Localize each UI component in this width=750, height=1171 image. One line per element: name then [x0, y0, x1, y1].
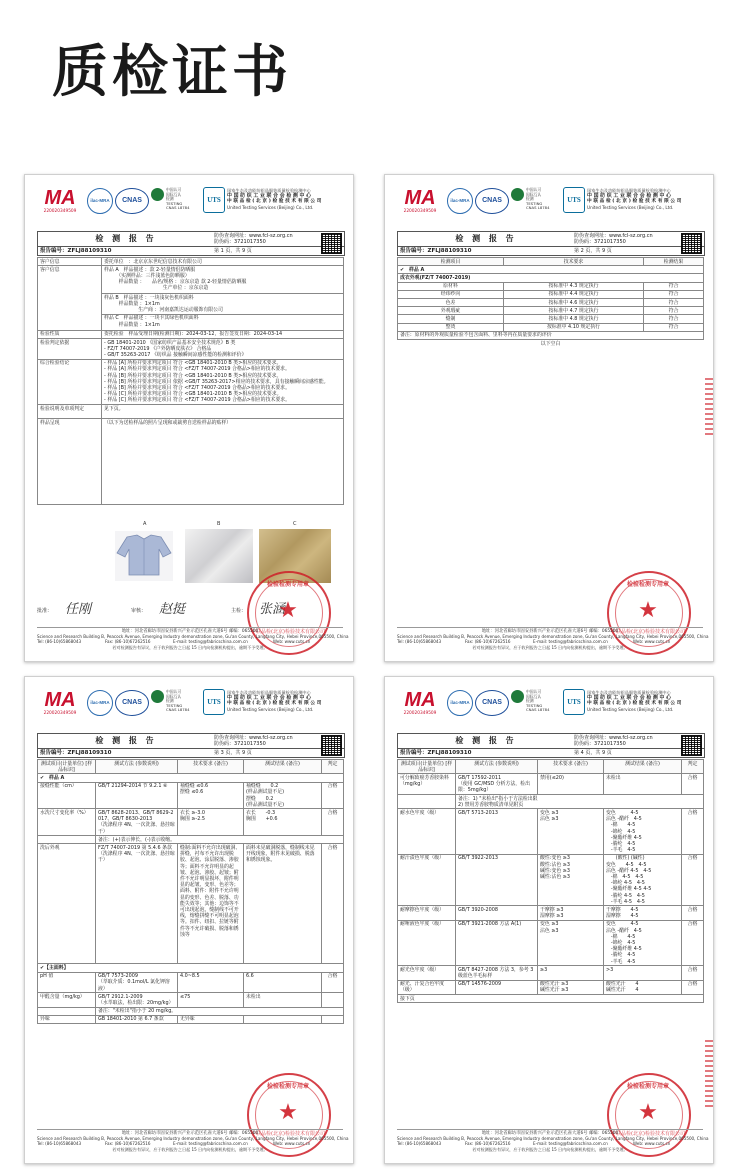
table-row: 检验性质 委托检验 样品受理日期(检测日期)：2024-03-12，报告签发日期：2024-03-14	[38, 330, 344, 338]
table-row: 耐唾液色牢度（级） GB/T 3921-2008 方法 A(1) 变色 ≥3 沾色 ≥3 变色 4-5 沾色 -醋纤 4-5 -棉 4-5 -锦纶 4-5 -聚酯纤维 4-5 -腈纶 4-5 -羊毛 4-5 合格	[398, 920, 704, 965]
report-title: 检 测 报 告	[95, 736, 157, 745]
lab-header: MA 220020349509 ilac-MRA CNAS 中国认可 国际互认 检测 TESTING CNAS L8784 UTS 国家生态及功能纺织品服装质量检验检测中心 中 国 纺 织 工 业 联 合 会 检 测 中 心 中 联 品 检 ( 北 京 ) 检 验 技 术 有 限 公 司 United Testing Services (Beijing) Co., Ltd.	[397, 185, 703, 227]
official-stamp: 检验检测专用章 ★ 中联品检(北京)检验技术有限公司	[607, 571, 691, 655]
sheet-footer: 地址：河北省廊坊市固安县新兴产业示范区孔雀大道6号 邮编：065500 Science and Research Building B, Peacock Avenue, Emerging Industry demonstration zone, Gu'an County, Langfang City, Hebei Province,065500, China Tel: (86-10)65868043 Fax: (86-10)67262516 E-mail: testing@fabricschina.com.cn Web: www.cuts.cn 若对检测报告有异议，应于收到报告之日起 15 日内向检测机构提出，逾期不予受理。	[37, 629, 349, 650]
official-stamp: 检验检测专用章 ★ 中联品检(北京)检验技术有限公司	[607, 1073, 691, 1157]
lab-header: MA 220020349509 ilac-MRA CNAS 中国认可 国际互认 检测 TESTING CNAS L8784 UTS 国家生态及功能纺织品服装质量检验检测中心 中 国 纺 织 工 业 联 合 会 检 测 中 心 中 联 品 检 ( 北 京 ) 检 验 技 术 有 限 公 司 United Testing Services (Beijing) Co., Ltd.	[397, 687, 703, 729]
seam-stamp-edge	[705, 1037, 713, 1107]
table-header: 测试项目(计量单位) [样品标识] 测试方法 (参数说明) 技术要求 (备注) 测试结果 (备注) 判定	[398, 760, 704, 774]
cnas-logo: CNAS	[115, 188, 149, 214]
ilac-mra-logo: ilac-MRA	[447, 188, 473, 214]
approver-signature: 任刚	[65, 602, 92, 617]
lab-header: MA 220020349509 ilac-MRA CNAS 中国认可 国际互认 检测 TESTING CNAS L8784 UTS 国家生态及功能纺织品服装质量检验检测中心 中 国 纺 织 工 业 联 合 会 检 测 中 心 中 联 品 检 ( 北 京 ) 检 验 技 术 有 限 公 司 United Testing Services (Beijing) Co., Ltd.	[37, 185, 343, 227]
table-row: 经纬纱向 按标准中 4.4 规定执行 符合	[398, 290, 704, 298]
report-title: 检 测 报 告	[455, 234, 517, 243]
certificate-sheet-3	[24, 676, 354, 1164]
cma-logo: MA 220020349509	[43, 187, 77, 214]
table-row: 备注：1) "未检出"指小于方法检出限 2) 禁用芳香胺物质清单见附页	[398, 795, 704, 809]
table-row: 耐摩擦色牢度（级） GB/T 3920-2008 干摩擦 ≥3 湿摩擦 ≥3 干摩擦 4-5 湿摩擦 4-5 合格	[398, 906, 704, 920]
reviewer-signature: 赵挺	[159, 602, 186, 617]
sample-photo-label: B	[217, 521, 221, 527]
table-row: pH 值 GB/T 7573-2009 （萃取介质：0.1mol/L 氯化钾溶液） 4.0~8.5 6.6 合格	[38, 972, 344, 993]
uts-logo: UTS	[563, 187, 585, 213]
report-title-block: 检 测 报 告 防伪查询网址：www.fcl-sz.org.cn 防伪码：3721017350 报告编号：ZFLJ88109310 第 1 页，共 9 页	[37, 231, 345, 256]
table-row: 耐水色牢度（级） GB/T 5713-2013 变色 ≥3 沾色 ≥3 变色 4-5 沾色 -醋纤 4-5 -棉 4-5 -锦纶 4-5 -聚酯纤维 4-5 -腈纶 4-5 -羊毛 4-5 合格	[398, 809, 704, 854]
institution-name: 国家生态及功能纺织品服装质量检验检测中心 中 国 纺 织 工 业 联 合 会 检 测 中 心 中 联 品 检 ( 北 京 ) 检 验 技 术 有 限 公 司 United Testing Services (Beijing) Co., Ltd.	[587, 188, 682, 210]
cnas-logo: CNAS	[475, 690, 509, 716]
table-row: 样品呈现 （以下为送检样品的照片呈现和或裁剪自送检样品的贴样）	[38, 419, 344, 505]
table-row: 样品 B 样品描述 ：一块浅灰色机织面料 样品数量 ：1×1m 生产商 ：河南嘉凯达运动服饰有限公司	[38, 294, 344, 315]
table-row: 以下空白	[540, 340, 561, 347]
institution-name: 国家生态及功能纺织品服装质量检验检测中心 中 国 纺 织 工 业 联 合 会 检 测 中 心 中 联 品 检 ( 北 京 ) 检 验 技 术 有 限 公 司 United Testing Services (Beijing) Co., Ltd.	[227, 690, 322, 712]
uts-logo: UTS	[203, 187, 225, 213]
sheet-footer: 地址：河北省廊坊市固安县新兴产业示范区孔雀大道6号 邮编：065500 Science and Research Building B, Peacock Avenue, Emerging Industry demonstration zone, Gu'an County, Langfang City, Hebei Province,065500, China Tel: (86-10)65868043 Fax: (86-10)67262516 E-mail: testing@fabricschina.com.cn Web: www.cuts.cn 若对检测报告有异议，应于收到报告之日起 15 日内向检测机构提出，逾期不予受理。	[397, 1131, 709, 1152]
table-row: 整烫 按标准中 4.10 规定执行 符合	[398, 323, 704, 331]
uts-logo: UTS	[563, 689, 585, 715]
ilac-mra-logo: ilac-MRA	[447, 690, 473, 716]
official-stamp: 检验检测专用章 ★ 中联品检(北京)检验技术有限公司	[247, 1073, 331, 1157]
cma-logo: MA 220020349509	[43, 689, 77, 716]
table-row: 耐光色牢度（级） GB/T 8427-2008 方法 3，参考 3 级蓝色羊毛标样 ≥3 >3 合格	[398, 966, 704, 980]
table-row: 耐汗渍色牢度（级） GB/T 3922-2013 酸性:变色 ≥3 酸性:沾色 ≥3 碱性:变色 ≥3 碱性:沾色 ≥3 (酸性) (碱性) 变色 4-5 4-5 沾色 -醋纤 4-5 4-5 -棉 4-5 4-5 -锦纶 4-5 4-5 -聚酯纤维 4-5 4-5 -腈纶 4-5 4-5 -羊毛 4-5 4-5 合格	[398, 854, 704, 906]
official-stamp: 检验检测专用章 ★ 中联品检(北京)检验技术有限公司	[247, 571, 331, 655]
uts-logo: UTS	[203, 689, 225, 715]
page-indicator: 第 4 页，共 9 页	[574, 750, 612, 756]
table-row: 缝制 按标准中 4.8 规定执行 符合	[398, 315, 704, 323]
sample-photo-label: A	[143, 521, 147, 527]
institution-name: 国家生态及功能纺织品服装质量检验检测中心 中 国 纺 织 工 业 联 合 会 检 测 中 心 中 联 品 检 ( 北 京 ) 检 验 技 术 有 限 公 司 United Testing Services (Beijing) Co., Ltd.	[227, 188, 322, 210]
table-row: 备注：原材料的外观质量检验不包含面料、里料等内在质量要求的评价	[398, 331, 704, 339]
certificate-sheet-4	[384, 676, 714, 1164]
report-number: 报告编号：ZFLJ88109310	[40, 750, 112, 756]
sheet-footer: 地址：河北省廊坊市固安县新兴产业示范区孔雀大道6号 邮编：065500 Science and Research Building B, Peacock Avenue, Emerging Industry demonstration zone, Gu'an County, Langfang City, Hebei Province,065500, China Tel: (86-10)65868043 Fax: (86-10)67262516 E-mail: testing@fabricschina.com.cn Web: www.cuts.cn 若对检测报告有异议，应于收到报告之日起 15 日内向检测机构提出，逾期不予受理。	[397, 629, 709, 650]
tester-signature: 张涵	[259, 602, 286, 617]
sample-photo-label: C	[293, 521, 297, 527]
sample-a-photo	[115, 531, 173, 581]
sheet2-body	[397, 257, 703, 347]
table-row: 成衣外观(FZ/T 74007-2019)	[398, 274, 704, 282]
table-row: 检验判定依据 - GB 18401-2010 《国家纺织产品基本安全技术规范》B 类 - FZ/T 74007-2019 《户外防晒皮肤衣》 合格品 - GB/T 35263-2017 《纺织品 接触瞬间凉感性能的检测和评价》	[38, 339, 344, 360]
page-title: 质检证书	[52, 40, 292, 105]
table-row: 客户信息 样品 A 样品描述 ：款 2-轻量情侣防晒服 （实测样品：三件浅蓝色防晒服） 样品数量 ： 品名/规格 ：京东京造 款 2-轻量情侣防晒服 生产单位 ：京东京造	[38, 266, 344, 294]
table-row: 异味 GB 18401-2010 第 6.7 条款 无异味	[38, 1015, 344, 1023]
table-row: 外观瑕疵 按标准中 4.7 规定执行 符合	[398, 307, 704, 315]
report-title-block: 检 测 报 告 防伪查询网址：www.fcl-sz.org.cn 防伪码：3721017350 报告编号：ZFLJ88109310 第 2 页，共 9 页	[397, 231, 705, 256]
lab-header: MA 220020349509 ilac-MRA CNAS 中国认可 国际互认 检测 TESTING CNAS L8784 UTS 国家生态及功能纺织品服装质量检验检测中心 中 国 纺 织 工 业 联 合 会 检 测 中 心 中 联 品 检 ( 北 京 ) 检 验 技 术 有 限 公 司 United Testing Services (Beijing) Co., Ltd.	[37, 687, 343, 729]
report-title: 检 测 报 告	[455, 736, 517, 745]
table-row: 色差 按标准中 4.6 规定执行 符合	[398, 299, 704, 307]
table-row: 洗后外观 FZ/T 74007-2019 第 5.4.6 条款（洗涤程序 4N、一次洗涤、悬挂晾干） 缝制:面料不允许出现破洞、拼缝，衬布不允许出现脱胶、起泡、涂层脱落、渗胶等；面料不允许明显的起皱、起泡、渗胶、起皱；附件不允许明显损坏，附件明显的起皱、变形、色差等；面料、附件：附件不允许明显的变形、色差、脱落、功能失效等；其他：边饰等不可出现起泡，缝制线不可开线，熔缝拼缝不可明显起泡等。扣件、纽扣、拉链等附件等不允许破损、脱落和锈蚀等 面料未见破洞脱落，缝制线未见开线现象，附件未见破损、脱落和锈蚀现象。 合格	[38, 844, 344, 964]
report-title-block: 检 测 报 告 防伪查询网址：www.fcl-sz.org.cn 防伪码：3721017350 报告编号：ZFLJ88109310 第 4 页，共 9 页	[397, 733, 705, 758]
ilac-mra-logo: ilac-MRA	[87, 188, 113, 214]
table-row: 水洗尺寸变化率（%） GB/T 8628-2013、GB/T 8629-2017、GB/T 8630-2013 （洗涤程序 4N、一次洗涤、悬挂晾干） 衣长 ≥-3.0 胸围 ≥-2.5 衣长 -0.3 胸围 +0.6 合格	[38, 809, 344, 836]
table-row: 耐光、汗复合色牢度（级） GB/T 14576-2009 酸性光汗 ≥3 碱性光汗 ≥3 酸性光汗 4 碱性光汗 4 合格	[398, 980, 704, 994]
certificate-sheet-2	[384, 174, 714, 662]
signature-row: 批准： 任刚 审核： 赵挺 主检： 张涵	[37, 602, 286, 617]
table-row: ✔ 样品 A	[38, 774, 344, 782]
report-title-block: 检 测 报 告 防伪查询网址：www.fcl-sz.org.cn 防伪码：3721017350 报告编号：ZFLJ88109310 第 3 页，共 9 页	[37, 733, 345, 758]
certificate-sheet-1	[24, 174, 354, 662]
report-title: 检 测 报 告	[95, 234, 157, 243]
table-row: 客户信息 委托单位 ：北京京东世纪信息技术有限公司	[38, 258, 344, 266]
table-row: 样品 C 样品描述 ：一块卡其绿色机织面料 样品数量 ：1×1m	[38, 314, 344, 330]
institution-name: 国家生态及功能纺织品服装质量检验检测中心 中 国 纺 织 工 业 联 合 会 检 测 中 心 中 联 品 检 ( 北 京 ) 检 验 技 术 有 限 公 司 United Testing Services (Beijing) Co., Ltd.	[587, 690, 682, 712]
table-row: 原材料 按标准中 4.3 规定执行 符合	[398, 282, 704, 290]
table-row: ✔【主面料】	[38, 964, 344, 972]
cma-logo: MA 220020349509	[403, 689, 437, 716]
page-indicator: 第 1 页，共 9 页	[214, 248, 252, 254]
table-row: 检验说明及单项判定 见下页。	[38, 405, 344, 419]
table-row: 甲醛含量（mg/kg） GB/T 2912.1-2009 （水萃取法，检出限：20mg/kg） ≤75 未检出	[38, 993, 344, 1007]
cma-logo: MA 220020349509	[403, 187, 437, 214]
table-row: 备注：(+)表示伸长，(-)表示收缩。	[38, 836, 344, 844]
table-row: 接下页	[398, 995, 704, 1003]
sample-b-swatch	[185, 529, 253, 583]
table-header: 测试项目(计量单位) [样品标识] 测试方法 (参数说明) 技术要求 (备注) 测试结果 (备注) 判定	[38, 760, 344, 774]
table-row: 备注："未检出"指小于 20 mg/kg。	[38, 1007, 344, 1015]
page-indicator: 第 3 页，共 9 页	[214, 750, 252, 756]
seam-stamp-edge	[705, 375, 713, 435]
table-row: ✔ 样品 A	[398, 266, 704, 274]
table-row: 可分解致癌芳香胺染料（mg/kg） GB/T 17592-2011 （使用 GC/MSD 分析方法，检出限：5mg/kg） 禁用(≤20) 未检出 合格	[398, 774, 704, 795]
cnas-logo: CNAS	[475, 188, 509, 214]
table-header: 检测项目 技术要求 检测结果	[398, 258, 704, 266]
sheet3-body	[37, 759, 343, 1024]
report-number: 报告编号：ZFLJ88109310	[400, 750, 472, 756]
cnas-logo: CNAS	[115, 690, 149, 716]
table-row: 综合检验结论 - 样品 [A] 所检并要求判定项目 符合 <GB 18401-2010 B 类>相应的技术要求。 - 样品 [A] 所检并要求判定项目 符合 <FZ/T 74007-2019 合格品>相应的技术要求。 - 样品 [B] 所检并要求判定项目 符合 <GB 18401-2010 B 类>相应的技术要求。 - 样品 [B] 所检并要求判定项目 依据 <GB/T 35263-2017>相应的技术要求，具有接触瞬间凉感性能。 - 样品 [B] 所检并要求判定项目 符合 <FZ/T 74007-2019 合格品>相应的技术要求。 - 样品 [C] 所检并要求判定项目 符合 <GB 18401-2010 B 类>相应的技术要求。 - 样品 [C] 所检并要求判定项目 符合 <FZ/T 74007-2019 合格品>相应的技术要求。	[38, 359, 344, 404]
report-number: 报告编号：ZFLJ88109310	[400, 248, 472, 254]
ilac-mra-logo: ilac-MRA	[87, 690, 113, 716]
report-number: 报告编号：ZFLJ88109310	[40, 248, 112, 254]
table-row: 接缝性能（cm） GB/T 21294-2014 节 9.2.1 ⑥ 袖缝缝 ≤0.6 摆缝 ≤0.6 袖缝缝 0.2 (样品测试量不足) 摆缝 0.2 (样品测试量不足) 合格	[38, 782, 344, 809]
page-indicator: 第 2 页，共 9 页	[574, 248, 612, 254]
sheet-footer: 地址：河北省廊坊市固安县新兴产业示范区孔雀大道6号 邮编：065500 Science and Research Building B, Peacock Avenue, Emerging Industry demonstration zone, Gu'an County, Langfang City, Hebei Province,065500, China Tel: (86-10)65868043 Fax: (86-10)67262516 E-mail: testing@fabricschina.com.cn Web: www.cuts.cn 若对检测报告有异议，应于收到报告之日起 15 日内向检测机构提出，逾期不予受理。	[37, 1131, 349, 1152]
sheet1-body	[37, 257, 343, 505]
sheet4-body	[397, 759, 703, 1003]
